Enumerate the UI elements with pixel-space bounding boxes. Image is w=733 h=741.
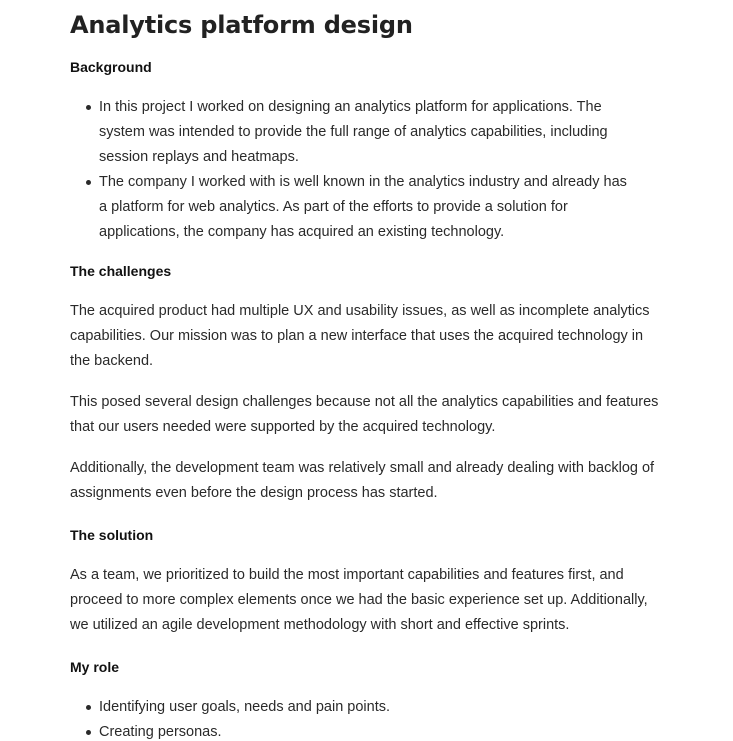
section-heading-solution: The solution [70, 527, 154, 543]
section-heading-background: Background [70, 59, 152, 75]
list-item-text: In this project I worked on designing an analytics platform for applications. The system was intended to provide the full range of analytics capabilities, including session replays and heatmaps. [99, 99, 608, 165]
bullet-icon [86, 705, 91, 710]
list-item [70, 95, 630, 170]
paragraph: This posed several design challenges because not all the analytics capabilities and features that our users needed were supported by the acquired technology. [70, 394, 659, 435]
section-heading-role: My role [70, 659, 120, 675]
paragraph: The acquired product had multiple UX and usability issues, as well as incomplete analytics capabilities. Our mission was to plan a new interface that uses the acquired technology in the backend. [70, 303, 650, 369]
role-list [70, 695, 630, 741]
paragraph: As a team, we prioritized to build the most important capabilities and features first, and proceed to more complex elements once we had the basic experience set up. Additionally, we utilized an agile development methodology with short and effective sprints. [70, 567, 648, 633]
bullet-icon [86, 105, 91, 110]
background-list [70, 95, 630, 245]
list-item [70, 170, 630, 245]
bullet-icon [86, 730, 91, 735]
list-item-text: The company I worked with is well known in the analytics industry and already has a platform for web analytics. As part of the efforts to provide a solution for applications, the company has acquired an existing technology. [99, 174, 627, 240]
bullet-icon [86, 180, 91, 185]
paragraph: Additionally, the development team was relatively small and already dealing with backlog of assignments even before the design process has started. [70, 460, 655, 501]
section-heading-challenges: The challenges [70, 263, 172, 279]
list-item-text: Identifying user goals, needs and pain points. [99, 699, 391, 715]
list-item-text: Creating personas. [99, 724, 222, 740]
page-title: Analytics platform design [70, 11, 413, 39]
list-item [70, 695, 630, 720]
list-item [70, 720, 630, 741]
